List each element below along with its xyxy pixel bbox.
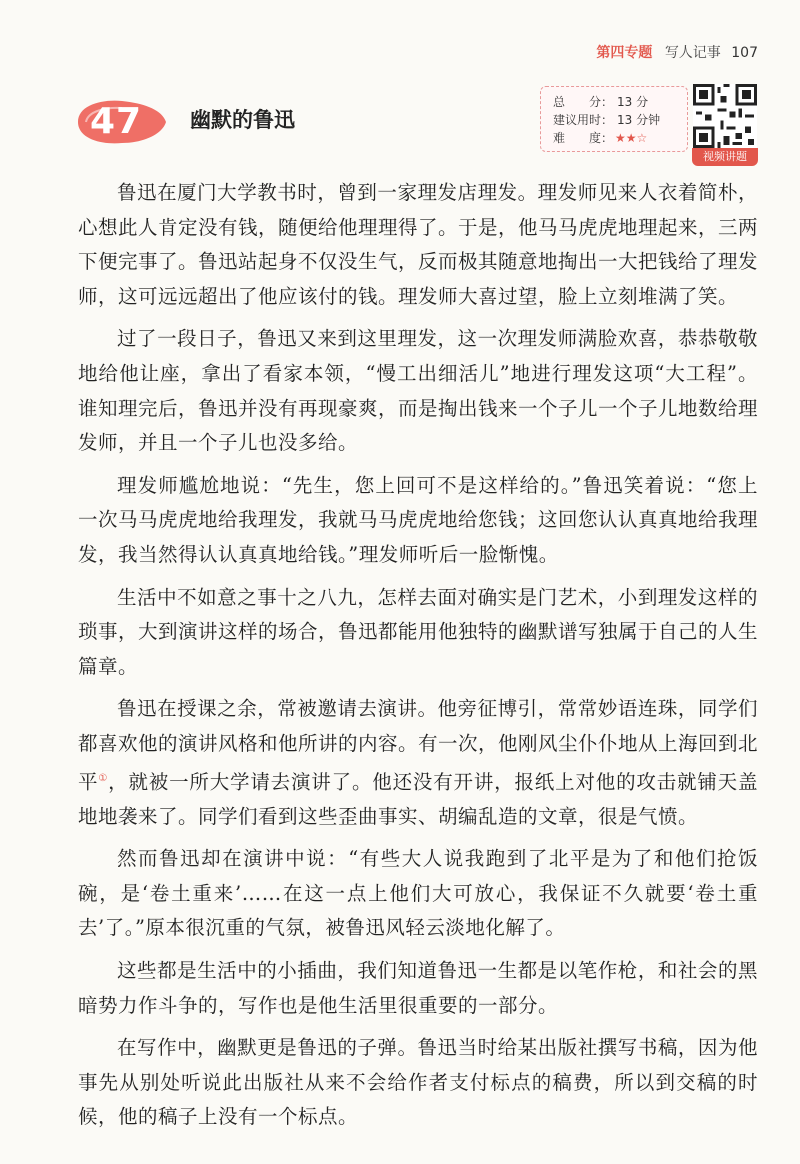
qr-caption: 视频讲题: [692, 148, 758, 166]
topic-label: 写人记事: [664, 45, 721, 61]
paragraph: 这些都是生活中的小插曲，我们知道鲁迅一生都是以笔作枪，和社会的黑暗势力作斗争的，写作也是他生活里很重要的一部分。: [78, 958, 758, 1017]
score-value: 13 分: [617, 95, 649, 109]
qr-code-icon[interactable]: [693, 84, 757, 148]
paragraph-part: ，就被一所大学请去演讲了。他还没有开讲，报纸上对他的攻击就铺天盖地地袭来了。同学们看到这些歪曲事实、胡编乱造的文章，很是气愤。: [78, 770, 758, 828]
score-label: 总 分：: [553, 95, 614, 109]
info-box: [540, 86, 688, 152]
article-number-badge: [72, 97, 170, 147]
paragraph: 然而鲁迅却在演讲中说：“有些大人说我跑到了北平是为了和他们抢饭碗，是‘卷土重来’……在这一点上他们大可放心，我保证不久就要‘卷土重去’了。”原本很沉重的气氛，被鲁迅风轻云淡地化解了。: [78, 847, 758, 940]
section-label: 第四专题: [596, 45, 653, 61]
time-label: 建议用时：: [553, 113, 614, 127]
paragraph: 过了一段日子，鲁迅又来到这里理发，这一次理发师满脸欢喜，恭恭敬敬地给他让座，拿出了看家本领，“慢工出细活儿”地进行理发这项“大工程”。谁知理完后，鲁迅并没有再现豪爽，而是掏出钱来一个子儿一个子儿地数给理发师，并且一个子儿也没多给。: [78, 327, 759, 455]
paragraph: 在写作中，幽默更是鲁迅的子弹。鲁迅当时给某出版社撰写书稿，因为他事先从别处听说此出版社从来不会给作者支付标点的稿费，所以到交稿的时候，他的稿子上没有一个标点。: [78, 1036, 758, 1129]
running-header: [596, 42, 758, 62]
footnote-marker[interactable]: ①: [98, 772, 109, 784]
difficulty-stars: ★★☆: [615, 131, 648, 145]
paragraph: 理发师尴尬地说：“先生，您上回可不是这样给的。”鲁迅笑着说：“您上一次马马虎虎地给我理发，我就马马虎虎地给您钱；这回您认认真真地给我理发，我当然得认认真真地给钱。”理发师听后一脸惭愧。: [78, 473, 759, 566]
difficulty-label: 难 度：: [553, 131, 614, 145]
paragraph: 鲁迅在厦门大学教书时，曾到一家理发店理发。理发师见来人衣着简朴，心想此人肯定没有钱，随便给他理理得了。于是，他马马虎虎地理起来，三两下便完事了。鲁迅站起身不仅没生气，反而极其随意地掏出一大把钱给了理发师，这可远远超出了他应该付的钱。理发师大喜过望，脸上立刻堆满了笑。: [78, 181, 759, 308]
paragraph: [78, 692, 758, 834]
difficulty-row: [553, 129, 647, 146]
paragraph-part: 鲁迅在授课之余，常被邀请去演讲。他旁征博引，常常妙语连珠，同学们都喜欢他的演讲风格和他所讲的内容。有一次，他刚风尘仆仆地从上海回到北平: [78, 697, 759, 793]
time-row: [553, 111, 660, 128]
page-number: 107: [731, 45, 758, 61]
article-body: [78, 176, 758, 1143]
score-row: [553, 93, 648, 110]
article-number: 47: [90, 101, 143, 142]
time-value: 13 分钟: [617, 113, 661, 127]
paragraph: 生活中不如意之事十之八九，怎样去面对确实是门艺术，小到理发这样的琐事，大到演讲这样的场合，鲁迅都能用他独特的幽默谱写独属于自己的人生篇章。: [78, 585, 759, 678]
article-title: 幽默的鲁迅: [190, 108, 295, 132]
